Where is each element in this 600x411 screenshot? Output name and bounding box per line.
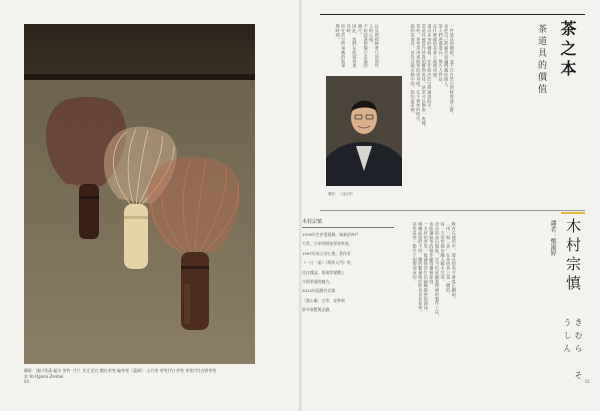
- body-line: 茶杓、茶筅等用來點茶的道具吧。在千利休的時代，: [416, 24, 422, 125]
- body-line: 因此，我們在欣賞茶道具時，: [346, 24, 358, 68]
- profile-title: 木村宗慎: [302, 218, 394, 228]
- body-line: 在什麼樣的茶會上被使用過。: [432, 24, 438, 82]
- chasen-illustration: [24, 24, 255, 364]
- body-line: 茶人們透過道具，與古人對話，: [438, 24, 444, 86]
- profile-line: 「露心庵」主宰，並參與: [302, 297, 345, 303]
- profile-body: [302, 230, 394, 315]
- article-subtitle: 茶道具的價值: [536, 24, 546, 96]
- body-line: 不妨試著想像它走過的歲月，: [357, 24, 369, 68]
- profile-line: 2014年起擔任京都: [302, 288, 336, 294]
- body-line: 每一支茶筅都由職人親手完成。: [440, 222, 446, 284]
- body-line: 一支好的茶筅，能讓抹茶打出細緻綿密的泡沫，: [423, 222, 429, 315]
- author-portrait: [326, 76, 402, 186]
- photo-caption: [24, 368, 284, 380]
- author-kana: きむら そうしん: [563, 318, 583, 384]
- author-name: 木村宗慎: [564, 218, 582, 294]
- author-profile: [300, 218, 394, 315]
- profile-line: 1976年生於愛媛縣，畢業於神戶: [302, 232, 359, 237]
- top-rule: [320, 14, 585, 15]
- profile-line: 大學，少年時開始學習茶道，: [302, 241, 353, 247]
- body-line: 根據流派的不同，穗的數量與形狀也各有差異。: [418, 222, 424, 315]
- profile-line: 也在雜誌、電視等媒體上: [302, 269, 345, 275]
- body-line: 唯有在使用中，道具的美才會真正顯現。: [451, 222, 457, 302]
- body-line: 以及曾經捧著它的那些人的心情。: [369, 24, 380, 68]
- chasen-photo: [24, 24, 255, 364]
- page-number-right: 61: [585, 379, 591, 384]
- profile-line: 1997年成立芳心會。著作有: [302, 250, 351, 256]
- page-gutter: [299, 0, 303, 411]
- body-line: 茶筅是用一節竹子削製而成的，: [412, 222, 418, 284]
- body-line: 說到茶道具，首先浮現在腦中的，恐怕是茶碗、: [410, 24, 416, 117]
- body-line: 也把自己的審美意識傳遞給後人。: [444, 24, 450, 90]
- profile-line: 《一日一菓》《利休入門》等，: [302, 260, 355, 266]
- portrait-illustration: [326, 76, 402, 186]
- caption-credit: © Yo Ogami Zenbei: [24, 374, 64, 379]
- body-line: 也能讓點茶的動作顯得優雅從容。: [429, 222, 435, 288]
- body-text-bottom: [412, 222, 457, 372]
- caption-japanese: 攝影：淺川秀彥 麗水 茶杓（竹）比左至右 穗打茶筅 輪茶筅（蓋刷） 山竹茶 茶筅(竹) 茶筅 茶筅(竹)吉野茶筅: [24, 368, 217, 373]
- article-title: 茶之本: [558, 20, 577, 80]
- body-line: 一件道具的價值，並不只在於它的材質或工藝，: [449, 24, 455, 117]
- page-number-left: 60: [24, 379, 30, 384]
- body-line: 而在於它所承載的故事與時間。: [335, 24, 347, 68]
- profile-line: 眾多展覽與企劃。: [302, 307, 334, 313]
- body-line: 「用」與「美」在茶道具上是一體的，: [446, 222, 452, 297]
- body-text-top-left: [335, 24, 380, 68]
- body-text-top-middle: [410, 24, 455, 204]
- accent-line: [561, 212, 585, 214]
- portrait-caption: 攝影：三浦正則: [328, 192, 353, 196]
- translator-credit: 譯者：鄭淑婷: [549, 220, 556, 256]
- profile-line: 介紹茶道的魅力。: [302, 279, 334, 285]
- body-line: 道具本身的價值，往往取決於它經過誰的手、: [427, 24, 433, 112]
- body-line: 奈良的高山地區，至今仍延續著傳統的製作工法，: [434, 222, 440, 319]
- body-line: 茶道具被當作珍貴的寶物看待，甚至可以換取一座城。: [421, 24, 427, 130]
